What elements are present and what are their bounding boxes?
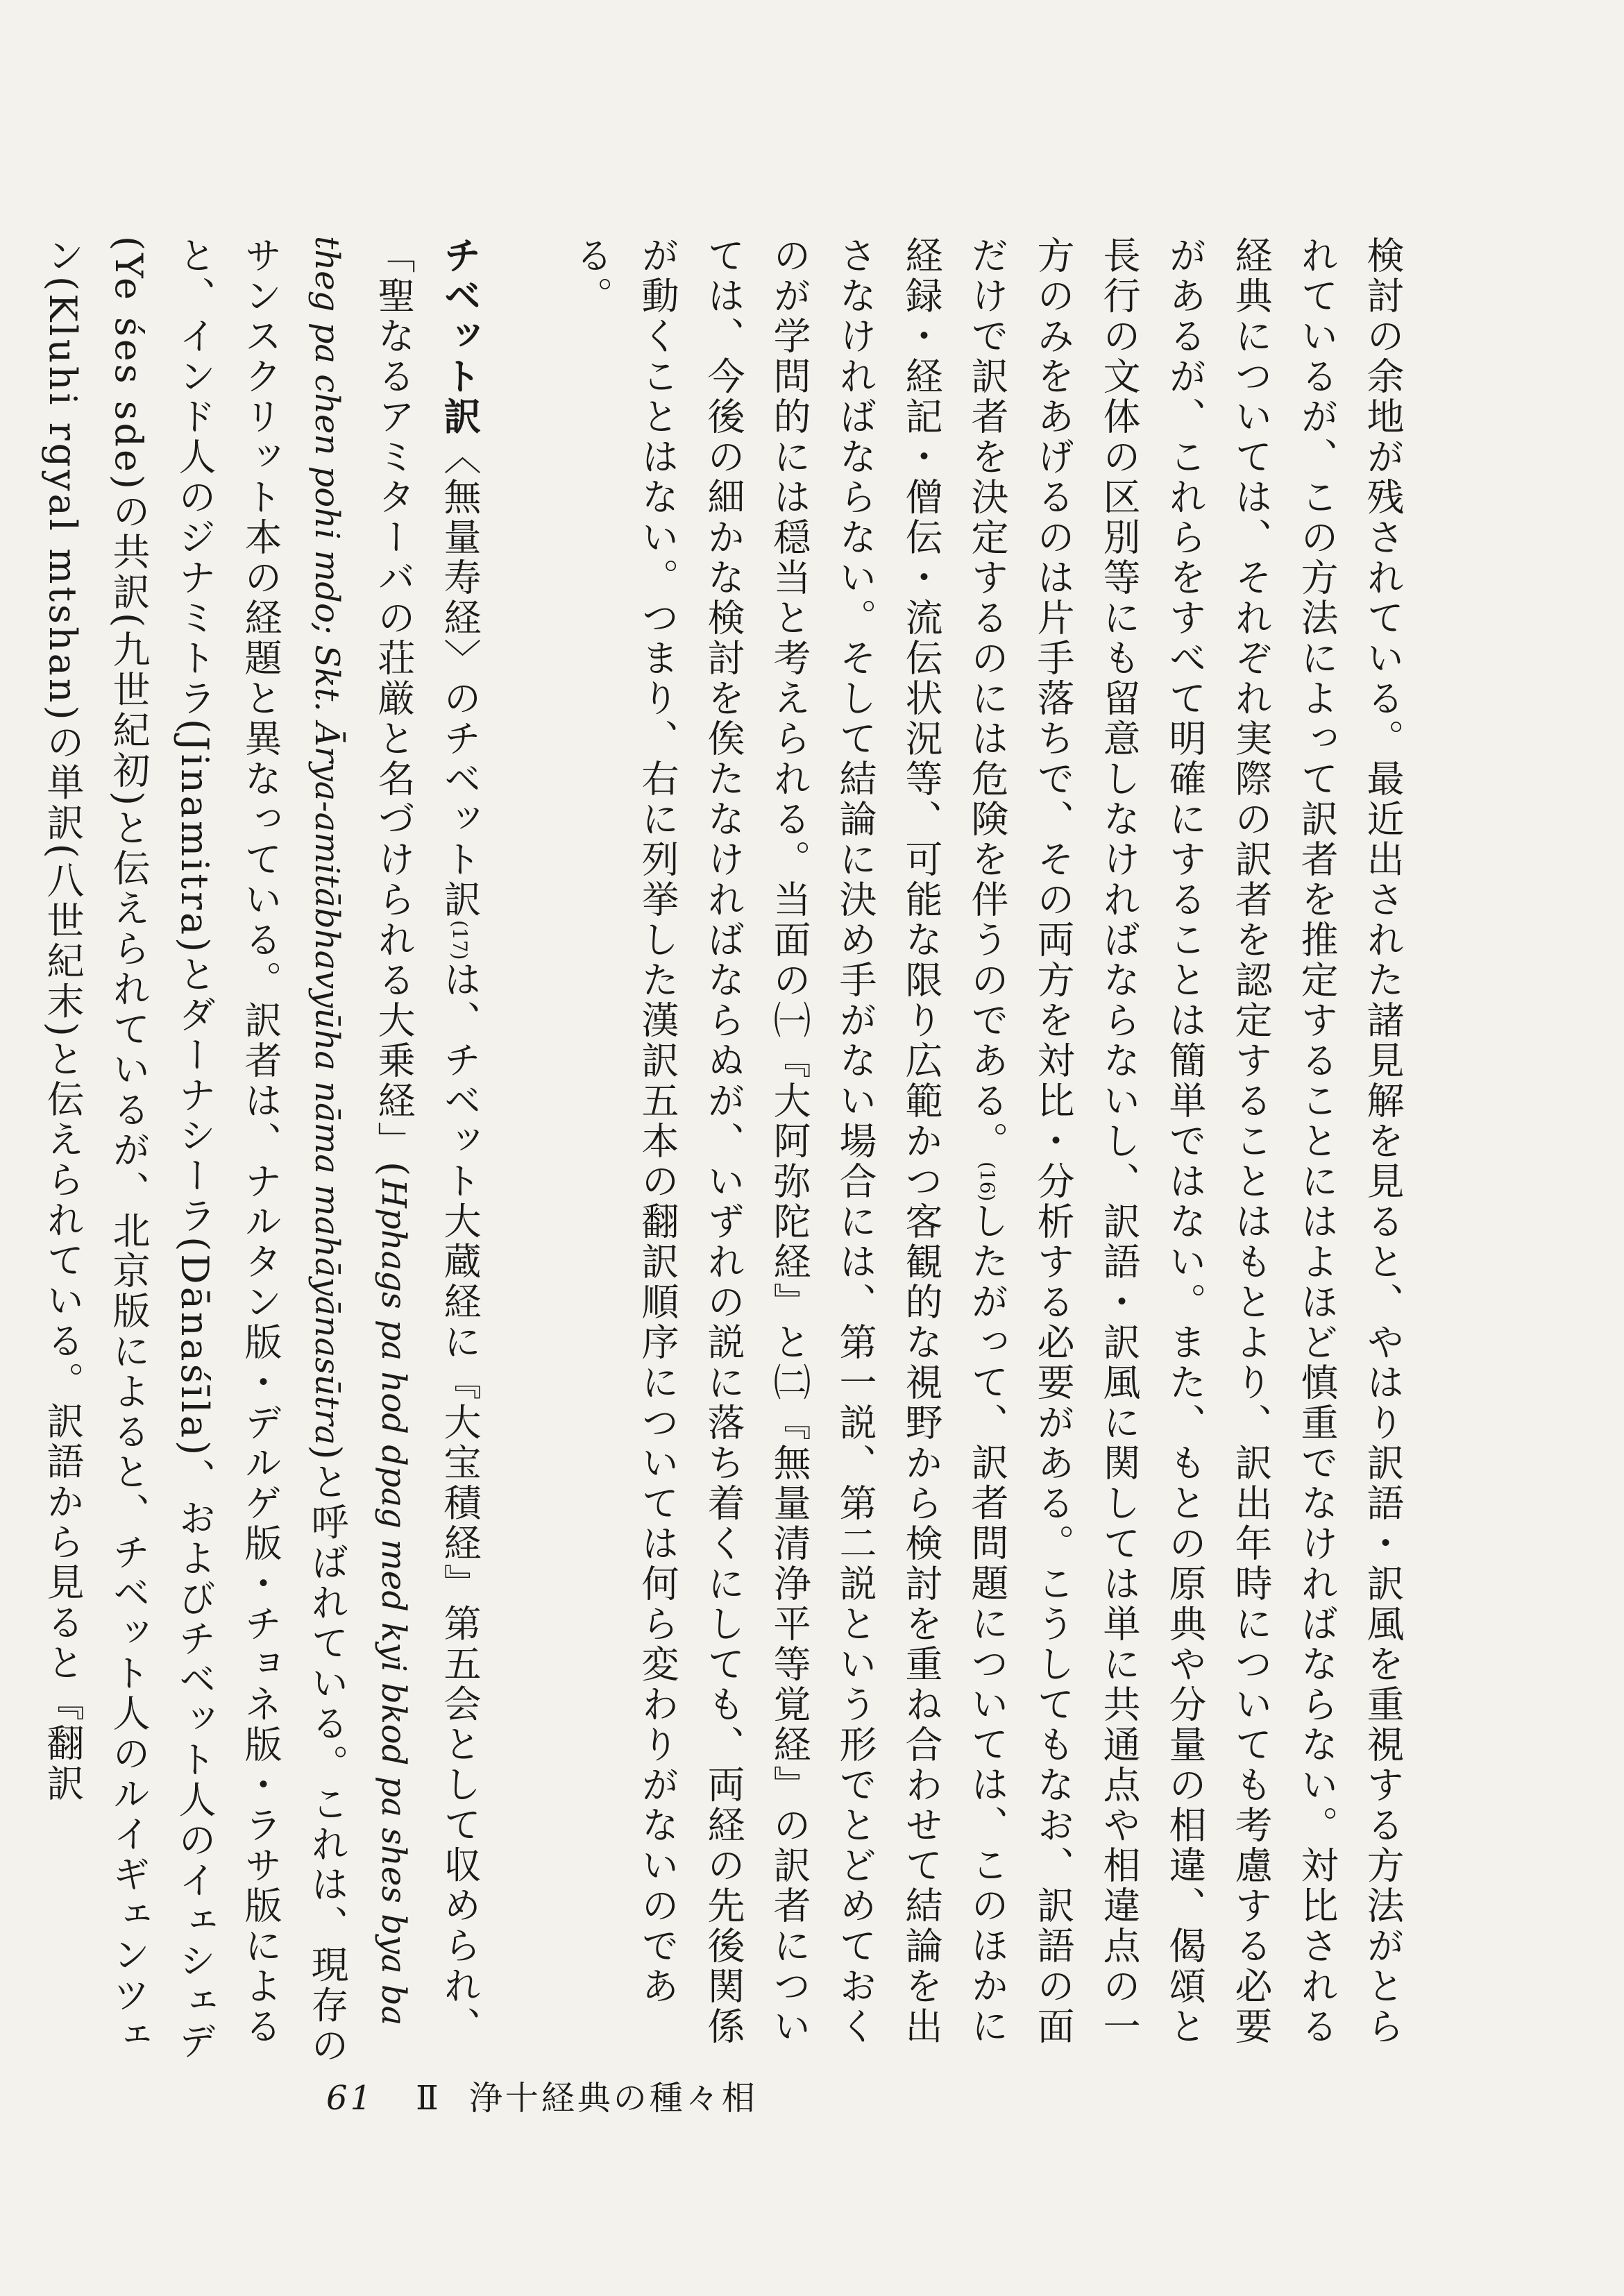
paragraph-1-part-a: 検討の余地が残されている。最近出された諸見解を見ると、やはり訳語・訳風を重視する方法がとられているが、この方法によって訳者を推定することにはよほど慎重でなければならない。対比される経典については、それぞれ実際の訳者を認定することはもとより、訳出年時についても考慮する必要があるが、これらをすべて明確にすることは簡単ではない。また、もとの原典や分量の相違、偈頌と長行の文体の区別等にも留意しなければならないし、訳語・訳風に関しては単に共通点や相違点の一方のみをあげるのは片手落ちで、その両方を対比・分析する必要がある。こうしてもなお、訳語の面だけで訳者を決定するのには危険を伴うのである。 xyxy=(965,236,1405,2047)
paragraph-translator-problem xyxy=(559,236,1416,2075)
paragraph-tibetan-translation xyxy=(30,236,493,2075)
chapter-title: 浄十経典の種々相 xyxy=(468,2079,758,2118)
section-heading: チベット訳 xyxy=(438,236,482,437)
paragraph-2-part-a: 〈無量寿経〉のチベット訳 xyxy=(438,437,482,920)
footnote-ref-16: (16) xyxy=(976,1162,999,1202)
main-text xyxy=(30,236,1416,2075)
paragraph-2-part-c: )と呼ばれている。これは、現存のサンスクリット本の経題と異なっている。訳者は、ナルタン版・デルゲ版・チョネ版・ラサ版によると、インド人のジナミトラ(Jinamitra)とダーナシーラ(Dānaśīla)、およびチベット人のイェシェデ(Ye śes sde)の共訳(九世紀初)と伝えられているが、北京版によると、チベット人のルイギェンツェン(Kluhi rgyal mtshan)の単訳(八世紀末)と伝えられている。訳語から見ると『翻訳 xyxy=(41,236,349,2066)
footnote-ref-17: (17) xyxy=(448,920,471,960)
tibetan-sanskrit-title: Hphags pa hod dpag med kyi bkod pa shes bya ba theg pa chen pohi mdo; Skt. Ārya-amitābhavyūha nāma mahāyānasūtra xyxy=(307,236,413,2026)
page-footer xyxy=(326,2071,758,2119)
paragraph-1-part-b: したがって、訳者問題については、このほかに経録・経記・僧伝・流伝状況等、可能な限り広範かつ客観的な視野から検討を重ね合わせて結論を出さなければならない。そして結論に決め手がない場合には、第一説、第二説という形でとどめておくのが学問的には穏当と考えられる。当面の㈠『大阿弥陀経』と㈡『無量清浄平等覚経』の訳者については、今後の細かな検討を俟たなければならぬが、いずれの説に落ち着くにしても、両経の先後関係が動くことはない。つまり、右に列挙した漢訳五本の翻訳順序については何ら変わりがないのである。 xyxy=(570,236,1009,2047)
paragraph-2-part-b: は、チベット大蔵経に『大宝積経』第五会として収められ、「聖なるアミターバの荘厳と名づけられる大乗経」( xyxy=(372,236,482,2047)
page-number: 61 xyxy=(326,2079,375,2118)
part-number: Ⅱ xyxy=(416,2079,441,2118)
